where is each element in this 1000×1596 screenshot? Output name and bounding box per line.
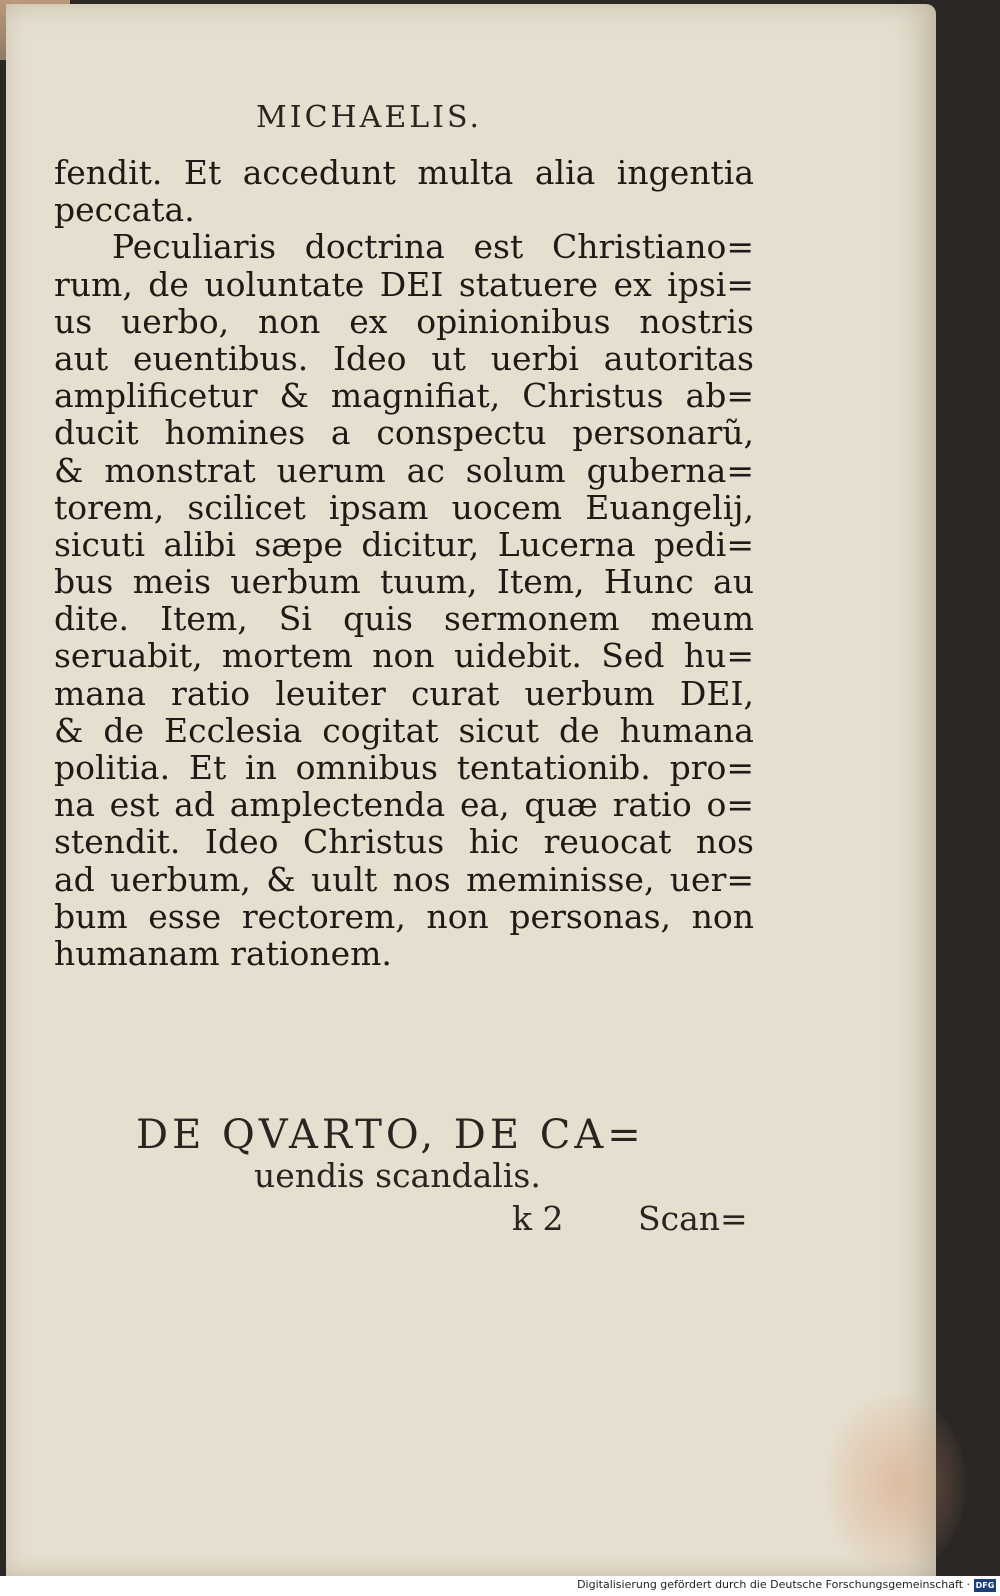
dfg-logo-icon: DFG: [975, 1581, 995, 1590]
text-line: dite. Item, Si quis sermonem meum: [54, 599, 754, 639]
text-line: bus meis uerbum tuum, Item, Hunc au: [54, 562, 754, 602]
text-line: & de Ecclesia cogitat sicut de humana: [54, 710, 754, 750]
section-heading: DE QVARTO, DE CA=: [136, 1112, 645, 1158]
text-line: aut euentibus. Ideo ut uerbi autoritas: [54, 338, 754, 378]
text-line: mana ratio leuiter curat uerbum DEI,: [54, 673, 754, 713]
text-line: seruabit, mortem non uidebit. Sed hu=: [54, 636, 754, 676]
text-line: us uerbo, non ex opinionibus nostris: [54, 301, 754, 341]
page-stain: [826, 1394, 966, 1574]
text-line: rum, de uoluntate DEI statuere ex ipsi=: [54, 264, 754, 304]
catchword: Scan=: [638, 1199, 748, 1238]
text-line: amplificetur & magnifiat, Christus ab=: [54, 376, 754, 416]
text-line: sicuti alibi sæpe dicitur, Lucerna pedi=: [54, 524, 754, 564]
text-line: ducit homines a conspectu personarũ,: [54, 413, 754, 453]
text-line: ad uerbum, & uult nos meminisse, uer=: [54, 859, 754, 899]
book-page: [6, 4, 936, 1584]
text-line: torem, scilicet ipsam uocem Euangelij,: [54, 487, 754, 527]
text-line: politia. Et in omnibus tentationib. pro=: [54, 748, 754, 787]
text-line: na est ad amplectenda ea, quæ ratio o=: [54, 785, 754, 825]
text-line: fendit. Et accedunt multa alia ingentia: [54, 153, 754, 192]
text-line: humanam rationem.: [54, 933, 392, 973]
section-subheading: uendis scandalis.: [254, 1156, 541, 1195]
text-line: & monstrat uerum ac solum guberna=: [54, 450, 754, 490]
text-line: peccata.: [54, 190, 195, 230]
funding-credit: Digitalisierung gefördert durch die Deutsche Forschungsgemeinschaft ·: [577, 1578, 970, 1591]
text-line: Peculiaris doctrina est Christiano=: [112, 227, 754, 267]
text-line: stendit. Ideo Christus hic reuocat nos: [54, 822, 754, 862]
body-text: [54, 154, 754, 972]
signature-mark: k 2: [512, 1199, 564, 1238]
running-head: MICHAELIS.: [256, 100, 483, 135]
digitization-footer: [0, 1576, 1000, 1596]
text-line: bum esse rectorem, non personas, non: [54, 896, 754, 936]
